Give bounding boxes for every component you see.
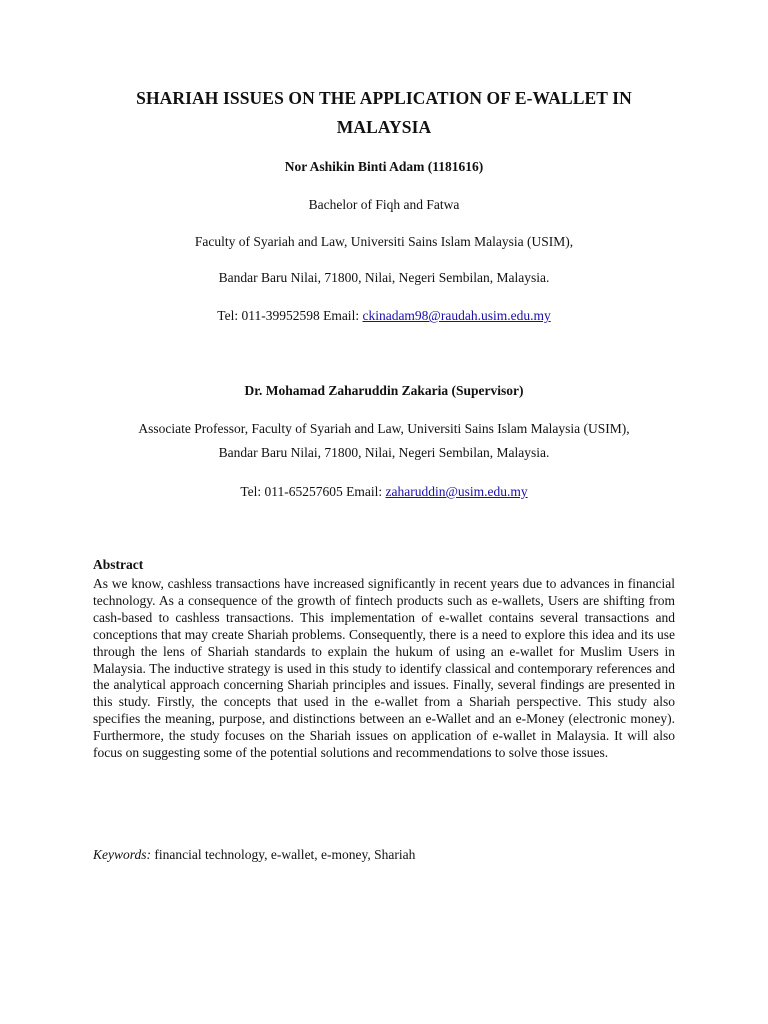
- abstract-text: As we know, cashless transactions have increased significantly in recent years due to advances in financial technology. As a consequence of the growth of fintech products such as e-wallets, Users are shifting from cash-based to cashless transactions. This implementation of e-wallet contains several transactions and conceptions that may create Shariah problems. Consequently, there is a need to explore this idea and its use through the lens of Shariah standards to explain the hukum of using an e-wallet for Muslim Users in Malaysia. The inductive strategy is used in this study to identify classical and contemporary references and the analytical approach concerning Shariah principles and issues. Finally, several findings are presented in this study. Firstly, the concepts that used in the e-wallet from a Shariah perspective. This study also specifies the meaning, purpose, and distinctions between an e-Wallet and an e-Money (electronic money). Furthermore, the study focuses on the Shariah issues on application of e-wallet in Malaysia. It will also focus on suggesting some of the potential solutions and recommendations to solve those issues.: [93, 576, 675, 761]
- keywords-text: financial technology, e-wallet, e-money, Shariah: [151, 847, 416, 862]
- supervisor-contact: [0, 484, 768, 500]
- paper-title-line-1: SHARIAH ISSUES ON THE APPLICATION OF E-WALLET IN: [136, 88, 632, 108]
- author-address: Bandar Baru Nilai, 71800, Nilai, Negeri Sembilan, Malaysia.: [218, 270, 550, 285]
- supervisor-position: Associate Professor, Faculty of Syariah and Law, Universiti Sains Islam Malaysia (USIM),: [138, 421, 630, 436]
- author-name: Nor Ashikin Binti Adam (1181616): [284, 159, 484, 174]
- author-contact: [0, 308, 768, 324]
- author-program: Bachelor of Fiqh and Fatwa: [308, 197, 460, 212]
- abstract-heading: Abstract: [93, 557, 144, 572]
- author-email-link[interactable]: ckinadam98@raudah.usim.edu.my: [362, 308, 551, 323]
- author-contact-text: Tel: 011-39952598 Email:: [217, 308, 363, 323]
- keywords-line: [93, 847, 415, 863]
- author-faculty: Faculty of Syariah and Law, Universiti Sains Islam Malaysia (USIM),: [194, 234, 574, 249]
- paper-title-line-2: MALAYSIA: [336, 117, 432, 137]
- keywords-label: Keywords:: [93, 847, 151, 862]
- supervisor-email-link[interactable]: zaharuddin@usim.edu.my: [385, 484, 528, 499]
- supervisor-contact-text: Tel: 011-65257605 Email:: [240, 484, 386, 499]
- supervisor-address: Bandar Baru Nilai, 71800, Nilai, Negeri Sembilan, Malaysia.: [218, 445, 550, 460]
- supervisor-name: Dr. Mohamad Zaharuddin Zakaria (Supervisor): [244, 383, 524, 398]
